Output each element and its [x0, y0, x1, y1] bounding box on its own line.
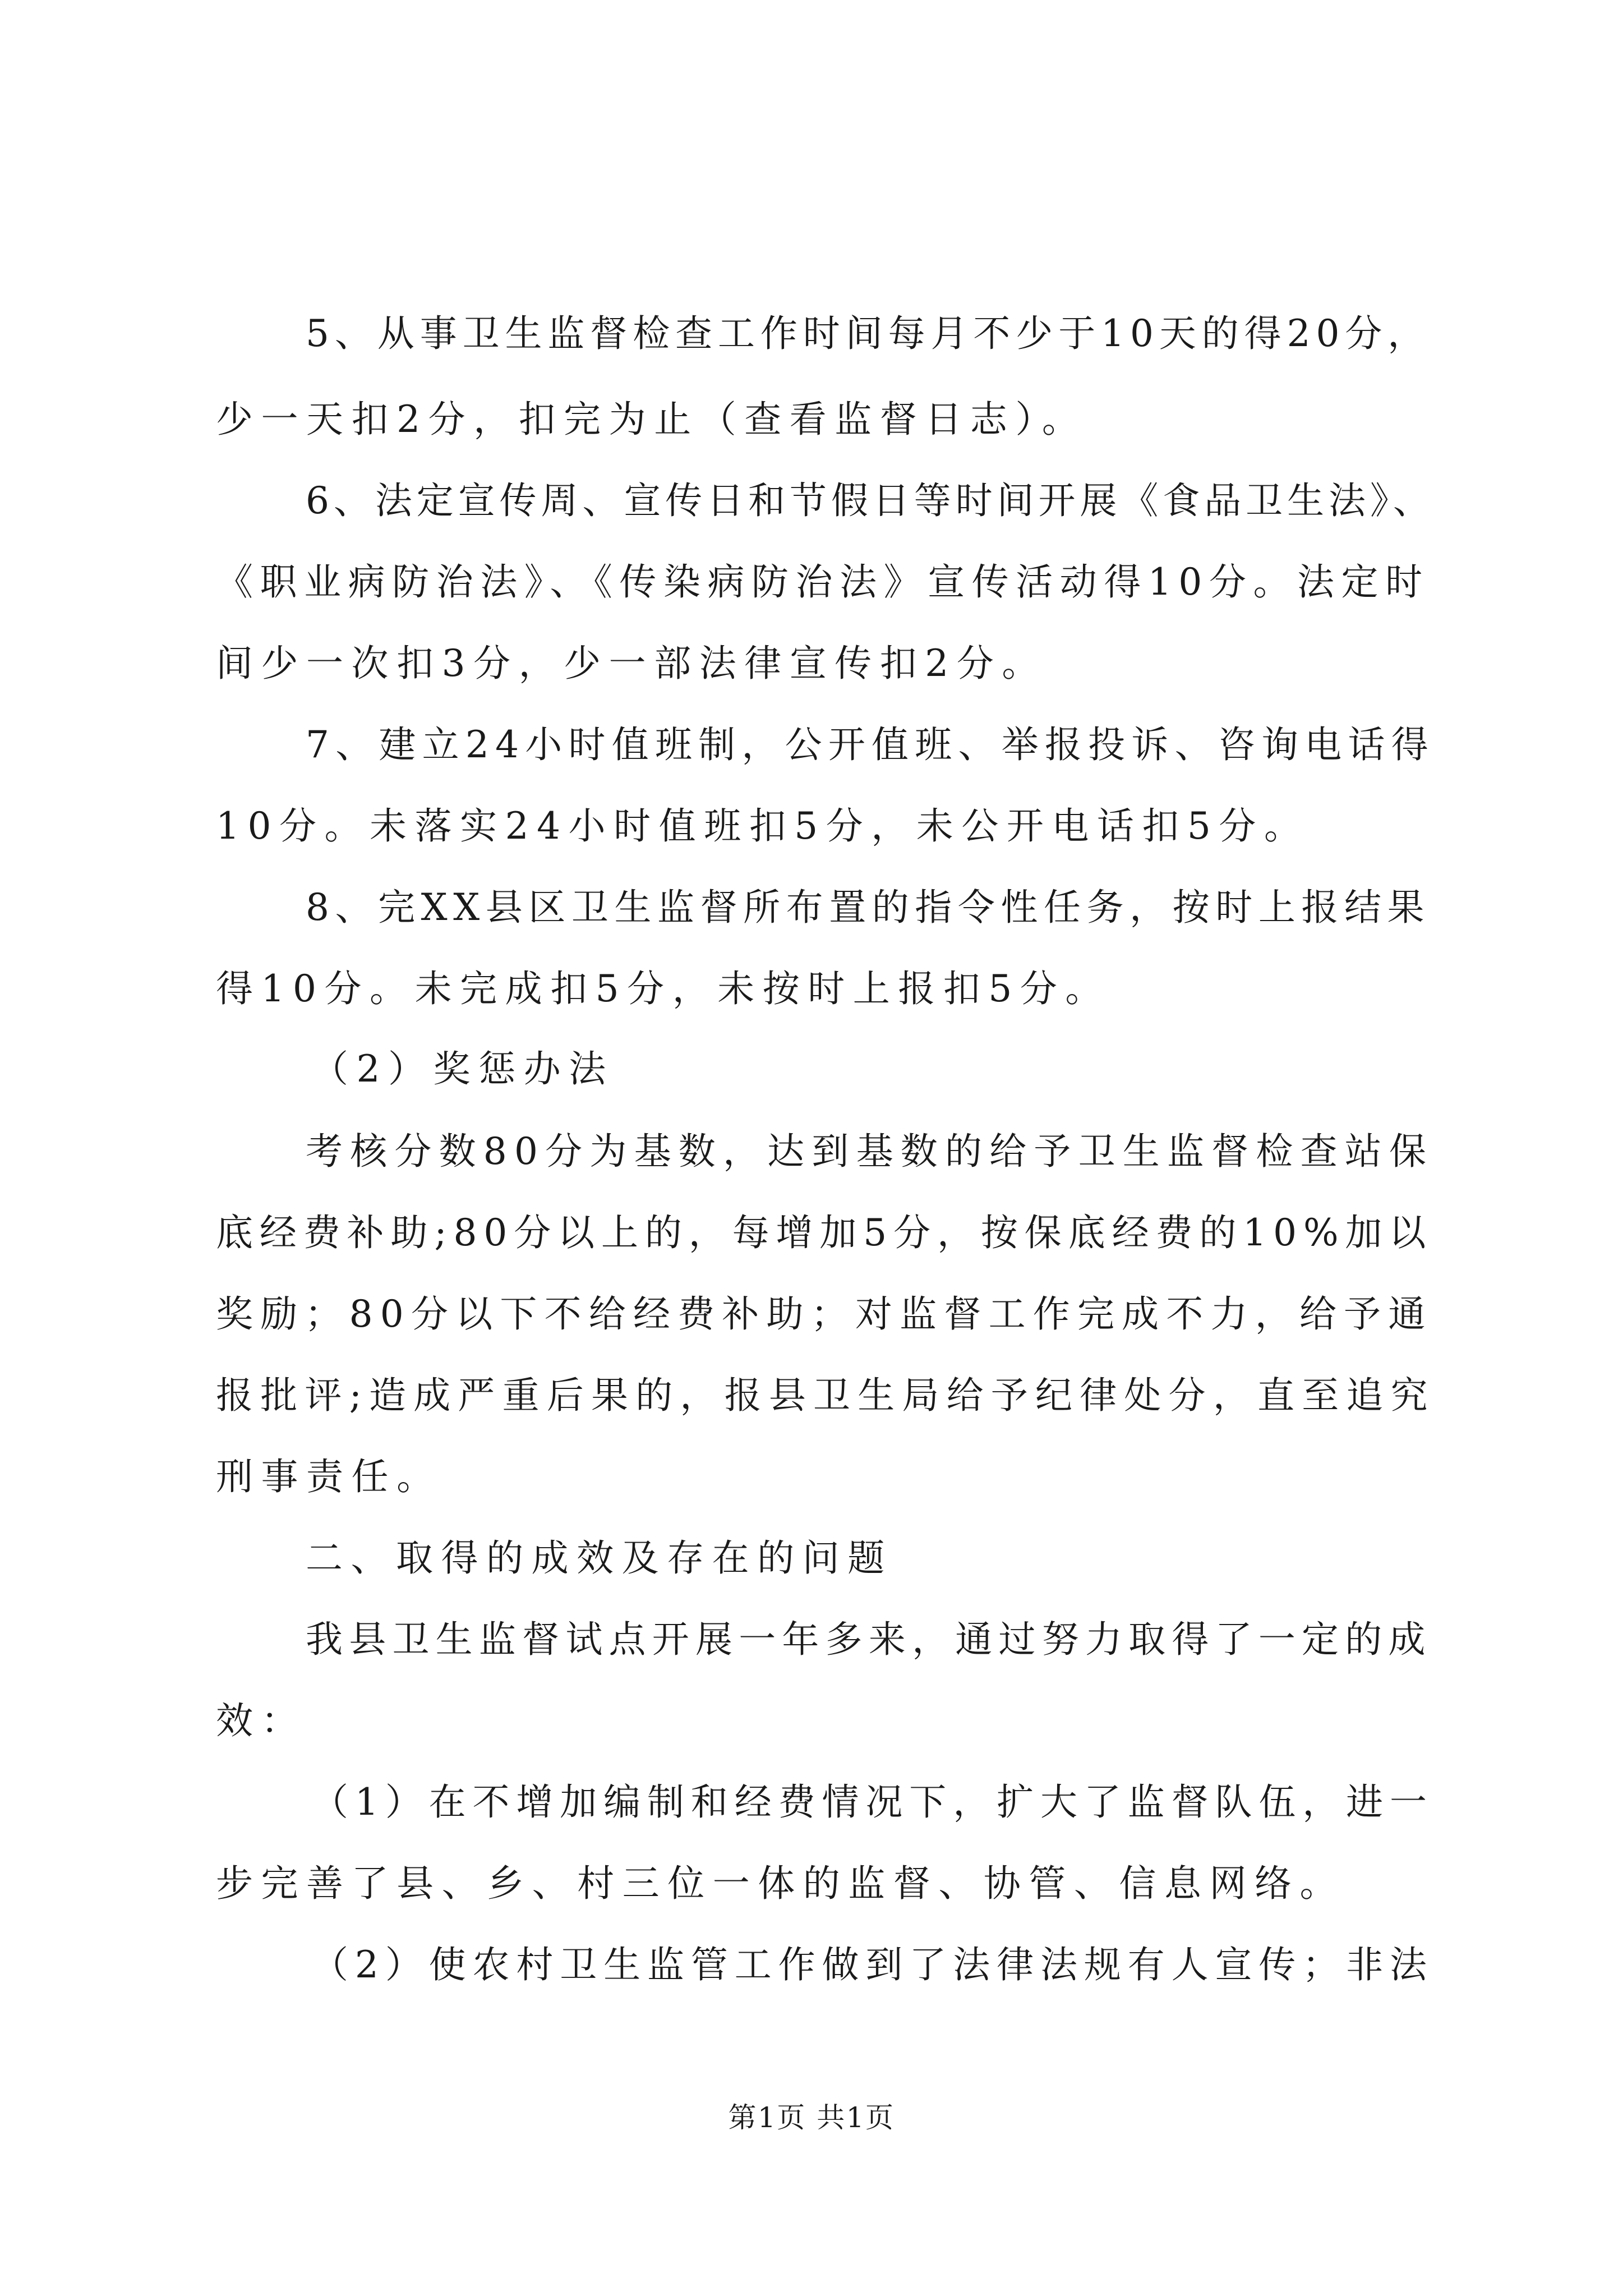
text-line: 奖励；80分以下不给经费补助；对监督工作完成不力，给予通 [216, 1292, 1433, 1336]
text-line: 少一天扣2分，扣完为止（查看监督日志）。 [216, 398, 1087, 441]
text-line: 我县卫生监督试点开展一年多来，通过努力取得了一定的成 [306, 1618, 1432, 1661]
text-line: 得10分。未完成扣5分，未按时上报扣5分。 [216, 967, 1110, 1010]
text-line: （2）奖惩办法 [311, 1047, 614, 1091]
text-line: 8、完XX县区卫生监督所布置的指令性任务，按时上报结果 [306, 886, 1431, 929]
text-line: 报批评;造成严重后果的，报县卫生局给予纪律处分，直至追究 [216, 1374, 1435, 1417]
text-line: 效： [216, 1699, 307, 1742]
text-line: 底经费补助;80分以上的，每增加5分，按保底经费的10%加以 [216, 1211, 1433, 1254]
section-heading: 二、取得的成效及存在的问题 [306, 1536, 893, 1580]
text-line: 《职业病防治法》、《传染病防治法》宣传活动得10分。法定时 [216, 560, 1430, 604]
text-line: 5、从事卫生监督检查工作时间每月不少于10天的得20分， [306, 312, 1431, 355]
text-line: 10分。未落实24小时值班扣5分，未公开电话扣5分。 [216, 804, 1310, 848]
text-line: 考核分数80分为基数，达到基数的给予卫生监督检查站保 [306, 1130, 1434, 1173]
text-line: 间少一次扣3分，少一部法律宣传扣2分。 [216, 642, 1047, 685]
text-line: （2）使农村卫生监管工作做到了法律法规有人宣传；非法 [311, 1943, 1433, 1986]
text-line: 6、法定宣传周、宣传日和节假日等时间开展《食品卫生法》、 [306, 479, 1435, 522]
text-line: 刑事责任。 [216, 1455, 442, 1498]
text-line: 7、建立24小时值班制，公开值班、举报投诉、咨询电话得 [306, 723, 1435, 766]
text-line: 步完善了县、乡、村三位一体的监督、协管、信息网络。 [216, 1862, 1345, 1905]
page-footer: 第1页 共1页 [728, 2101, 895, 2134]
text-line: （1）在不增加编制和经费情况下，扩大了监督队伍，进一 [311, 1780, 1433, 1824]
